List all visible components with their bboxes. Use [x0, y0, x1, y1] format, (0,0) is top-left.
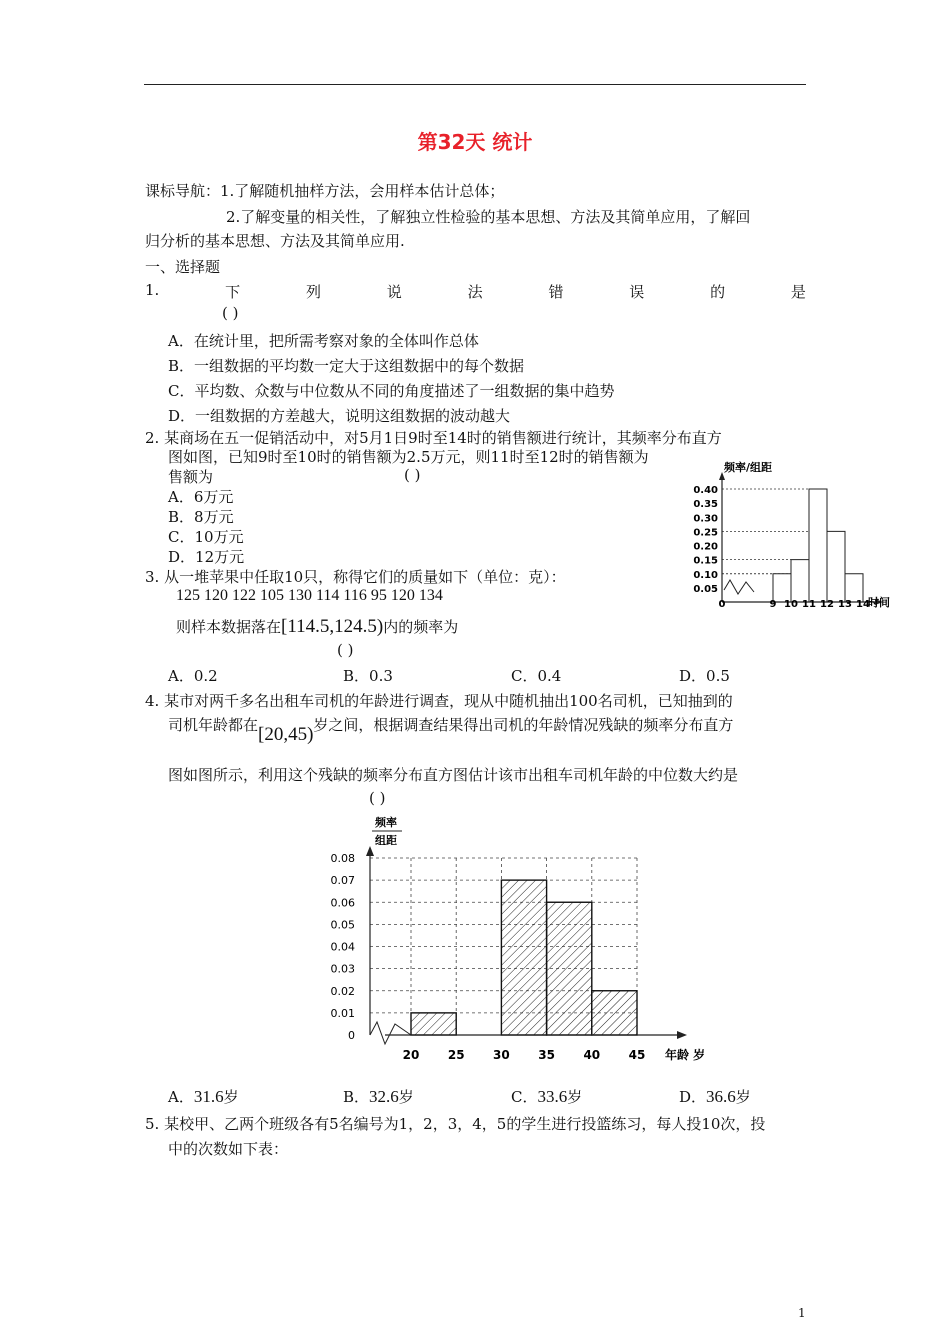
page-number: 1	[798, 1306, 806, 1320]
guide-line-3: 归分析的基本思想、方法及其简单应用.	[145, 232, 405, 250]
section-heading: 一、选择题	[145, 258, 221, 276]
chart2-xlabel: 年龄 岁	[665, 1048, 706, 1062]
q1-option-a: A．在统计里，把所需考察对象的全体叫作总体	[168, 332, 479, 350]
q3-answer-paren: ( )	[337, 641, 354, 659]
chart1-x-tick-label: 9	[769, 599, 777, 610]
chart2-ylabel-top: 频率	[375, 816, 397, 829]
q1-stem-char: 下	[225, 283, 241, 301]
q4-option-c-label: C．	[511, 1088, 538, 1106]
chart1-bar	[809, 489, 827, 602]
chart2-bar	[501, 880, 546, 1035]
q1-stem	[145, 281, 806, 302]
q4-option-a	[168, 1086, 239, 1107]
q4-option-b-value: 32.6	[369, 1087, 399, 1106]
q2-option-c: C．10万元	[168, 528, 244, 546]
q1-stem-char: 的	[710, 283, 726, 301]
q1-number: 1.	[145, 281, 160, 299]
chart1-y-tick-label: 0.10	[693, 569, 718, 581]
q2-stem-line-2: 图如图，已知9时至10时的销售额为2.5万元，则11时至12时的销售额为	[168, 448, 649, 466]
chart1-xlabel: 时间	[868, 596, 890, 609]
q3-stem-prefix: 则样本数据落在	[176, 618, 282, 636]
q4-stem-suffix: 岁之间，根据调查结果得出司机的年龄情况残缺的频率分布直方	[313, 716, 734, 734]
chart2-y-tick-label: 0.02	[330, 984, 355, 998]
q4-option-d	[679, 1086, 751, 1107]
page-title: 第32天 统计	[417, 130, 533, 154]
chart1-x-tick-label: 11	[802, 599, 816, 610]
chart1-y-tick-label: 0.20	[693, 541, 718, 553]
q4-option-d-unit: 岁	[735, 1088, 751, 1106]
q4-option-a-value: 31.6	[193, 1087, 224, 1106]
q2-answer-paren: ( )	[404, 466, 421, 484]
q4-answer-paren: ( )	[369, 789, 386, 807]
q4-option-c-unit: 岁	[567, 1088, 583, 1106]
chart1-bar	[827, 531, 845, 602]
chart1-bar	[845, 574, 863, 602]
chart1-y-tick-label: 0.25	[693, 527, 718, 539]
guide-line-1: 课标导航：1.了解随机抽样方法，会用样本估计总体；	[145, 182, 505, 200]
q2-option-b: B．8万元	[168, 508, 234, 526]
chart2-y-tick-label: 0.06	[330, 896, 355, 910]
q5-stem-line-2: 中的次数如下表：	[168, 1140, 289, 1158]
q1-stem-char: 法	[467, 283, 483, 301]
q2-option-a: A．6万元	[168, 488, 234, 506]
chart1-axis-break	[724, 580, 754, 594]
q4-option-b-label: B．	[343, 1088, 370, 1106]
age-histogram	[315, 812, 715, 1072]
q4-option-b-unit: 岁	[398, 1088, 414, 1106]
q4-option-b	[343, 1086, 414, 1107]
chart1-y-tick-label: 0.05	[693, 583, 718, 595]
chart2-x-tick-label: 40	[583, 1048, 601, 1062]
guide-line-2: 2.了解变量的相关性，了解独立性检验的基本思想、方法及其简单应用，了解回	[226, 208, 751, 226]
chart1-x-tick-label: 10	[784, 599, 798, 610]
chart1-y-tick-label: 0.35	[693, 499, 718, 511]
chart2-x-tick-label: 45	[628, 1048, 646, 1062]
q2-stem-line-3: 售额为	[168, 468, 214, 486]
chart1-y-tick-label: 0.40	[693, 485, 718, 496]
q4-option-d-label: D．	[679, 1088, 707, 1106]
chart1-x-tick-label: 12	[820, 599, 834, 610]
q3-data-values: 125 120 122 105 130 114 116 95 120 134	[176, 587, 443, 604]
chart2-axis-break	[370, 1022, 411, 1044]
chart1-x-tick-label: 14	[856, 599, 870, 610]
q3-option-c: C．0.4	[511, 667, 562, 685]
q1-option-c: C．平均数、众数与中位数从不同的角度描述了一组数据的集中趋势	[168, 382, 615, 400]
q4-option-c	[511, 1086, 582, 1107]
q4-option-a-label: A．	[168, 1088, 194, 1106]
chart2-bar	[592, 991, 637, 1035]
q3-stem-line-1: 3. 从一堆苹果中任取10只，称得它们的质量如下（单位：克）：	[145, 568, 566, 586]
chart1-ylabel: 频率/组距	[724, 461, 773, 474]
chart2-y-tick-label: 0.05	[330, 918, 355, 932]
chart1-x-tick-label: 13	[838, 599, 852, 610]
chart1-y-tick-label: 0.30	[693, 513, 718, 525]
q3-stem-suffix: 内的频率为	[383, 618, 459, 636]
q1-stem-char: 误	[629, 283, 645, 301]
header-rule	[144, 84, 806, 85]
chart2-bar	[411, 1013, 456, 1035]
q4-option-c-value: 33.6	[537, 1087, 568, 1106]
q3-option-b: B．0.3	[343, 667, 393, 685]
q3-interval: [114.5,124.5)	[281, 616, 384, 637]
chart2-y-tick-label: 0.03	[330, 962, 355, 976]
chart2-x-arrow	[677, 1031, 687, 1039]
q4-option-d-value: 36.6	[706, 1087, 736, 1106]
q1-stem-char: 错	[548, 283, 564, 301]
q1-stem-char: 列	[305, 283, 321, 301]
chart2-ylabel-bottom: 组距	[375, 834, 397, 847]
q5-stem-line-1: 5. 某校甲、乙两个班级各有5名编号为1，2，3，4，5的学生进行投篮练习，每人投10次，投	[145, 1115, 766, 1133]
q4-option-a-unit: 岁	[223, 1088, 239, 1106]
q4-stem-prefix: 司机年龄都在	[168, 716, 259, 734]
q3-option-a: A．0.2	[168, 667, 218, 685]
chart2-x-tick-label: 20	[402, 1048, 420, 1062]
q3-option-d: D．0.5	[679, 667, 730, 685]
q1-stem-char: 说	[386, 283, 402, 301]
q4-interval: [20,45)	[258, 724, 314, 745]
chart1-y-tick-label: 0.15	[693, 555, 718, 567]
chart2-x-tick-label: 25	[447, 1048, 465, 1062]
chart1-x-tick-label: 0	[718, 599, 726, 610]
chart2-y-arrow	[366, 846, 374, 856]
q4-stem-line-3: 图如图所示，利用这个残缺的频率分布直方图估计该市出租车司机年龄的中位数大约是	[168, 766, 739, 784]
q3-stem-line-3	[176, 616, 458, 638]
q4-stem-line-1: 4. 某市对两千多名出租车司机的年龄进行调查，现从中随机抽出100名司机，已知抽到的	[145, 692, 733, 710]
q2-stem-line-1: 2. 某商场在五一促销活动中，对5月1日9时至14时的销售额进行统计，其频率分布直方	[145, 429, 722, 447]
chart2-x-tick-label: 30	[493, 1048, 510, 1062]
chart2-y-tick-label: 0	[348, 1029, 355, 1042]
chart2-y-tick-label: 0.04	[330, 940, 355, 954]
sales-histogram	[680, 452, 895, 617]
q2-option-d: D．12万元	[168, 548, 245, 566]
chart2-y-tick-label: 0.08	[330, 852, 355, 865]
q1-option-b: B．一组数据的平均数一定大于这组数据中的每个数据	[168, 357, 525, 375]
chart2-x-tick-label: 35	[538, 1048, 555, 1062]
q1-answer-paren: ( )	[222, 304, 239, 322]
chart1-bar	[791, 560, 809, 602]
q4-stem-line-2	[168, 714, 734, 745]
chart1-bar	[773, 574, 791, 602]
q1-stem-char: 是	[790, 283, 806, 301]
chart2-y-tick-label: 0.01	[330, 1006, 355, 1020]
chart2-y-tick-label: 0.07	[330, 874, 355, 888]
chart2-bar	[547, 902, 592, 1035]
q1-option-d: D．一组数据的方差越大，说明这组数据的波动越大	[168, 407, 511, 425]
